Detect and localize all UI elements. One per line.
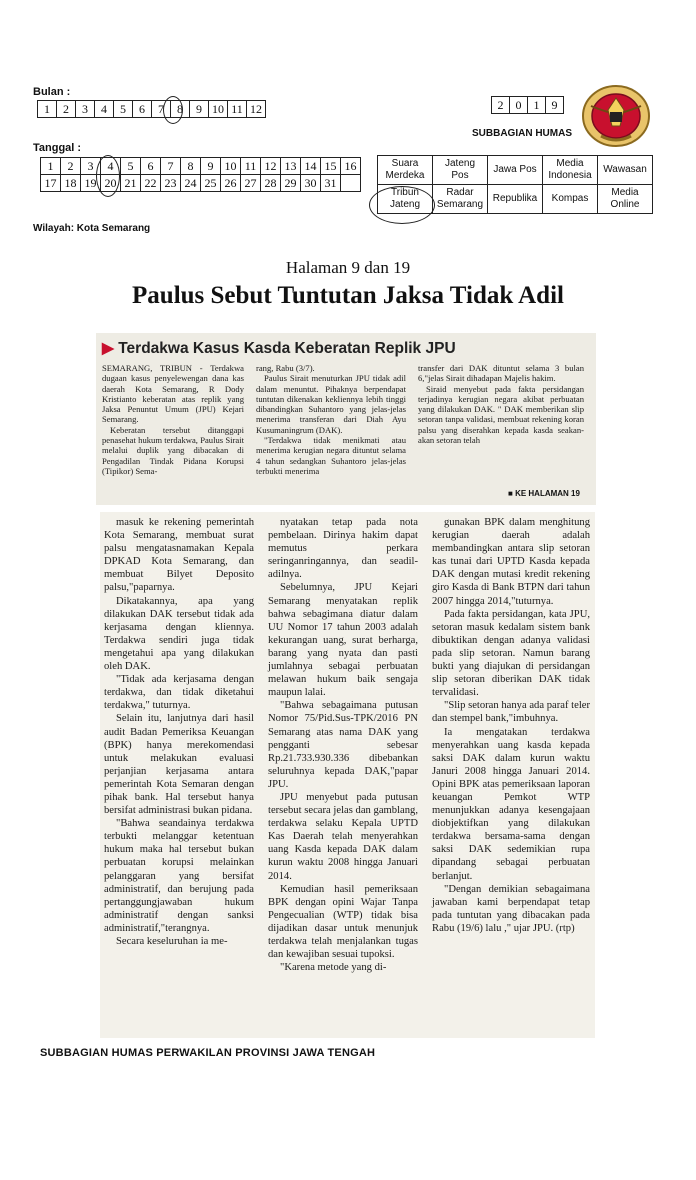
date-grid bbox=[40, 157, 361, 192]
month-cell: 9 bbox=[190, 101, 209, 118]
top-col1-text: SEMARANG, TRIBUN - Terdakwa dugaan kasus penyelewengan dana kas daerah Kota Semarang, R Dody Kristianto keberatan atas replik yang Jaksa Penuntut Umum (JPU) Kejari Semarang. bbox=[102, 363, 244, 425]
paragraph: "Slip setoran hanya ada paraf teler dan stempel bank,"imbuhnya. bbox=[432, 700, 590, 725]
year-digit: 9 bbox=[546, 97, 564, 114]
top-col3-text: transfer dari DAK dituntut selama 3 bulan 6,"jelas Sirait dihadapan Majelis hakim. bbox=[418, 363, 584, 384]
date-cell: 14 bbox=[301, 158, 321, 175]
wilayah-label: Wilayah: Kota Semarang bbox=[33, 223, 151, 234]
paragraph: "Tidak ada kerjasama dengan terdakwa, dan tidak diketahui terdakwa," tuturnya. bbox=[104, 674, 254, 712]
paragraph: Ia mengatakan terdakwa menyerahkan uang kasda kepada saksi DAK dalam kurun waktu Januri 2008 hingga Januari 2014. Opini BPK atas pemeriksaan laporan keuangan Pemkot WTP menunjukkan adanya kesengajaan diobjektifkan yang dilakukan terdakwa bersama-sama dengan saksi DAK sedemikian rupa dipandang sebagai perbuatan berlanjut. bbox=[432, 726, 590, 882]
year-digit: 0 bbox=[510, 97, 528, 114]
media-cell: Tribun Jateng bbox=[378, 185, 433, 214]
date-cell: 28 bbox=[261, 175, 281, 192]
tanggal-label: Tanggal : bbox=[33, 142, 82, 154]
media-cell: Jateng Pos bbox=[433, 156, 488, 185]
top-col2-text: rang, Rabu (3/7). bbox=[256, 363, 315, 373]
paragraph: Selain itu, lanjutnya dari hasil audit Badan Pemeriksa Keuangan (BPK) hanya merekomendasi untuk melakukan evaluasi perjanjian kerjasama antara pemerintah Kota Semaran dengan pihak bank. Hal tersebut hanya bersifat administrasi bukan pidana. bbox=[104, 713, 254, 817]
month-cell: 1 bbox=[38, 101, 57, 118]
body-column-2 bbox=[268, 516, 418, 974]
bulan-label: Bulan : bbox=[33, 86, 71, 98]
month-cell: 2 bbox=[57, 101, 76, 118]
media-cell: Media Indonesia bbox=[543, 156, 598, 185]
date-cell: 19 bbox=[81, 175, 101, 192]
media-cell: Wawasan bbox=[598, 156, 653, 185]
paragraph: JPU menyebut pada putusan tersebut secara jelas dan gamblang, terdakwa selaku Kepala UPTD Kas Daerah telah menyerahkan uang Kasda kepada DAK dalam kurun waktu 2008 hingga Januari 2014. bbox=[268, 791, 418, 882]
date-cell: 29 bbox=[281, 175, 301, 192]
month-cell: 12 bbox=[247, 101, 266, 118]
date-cell: 9 bbox=[201, 158, 221, 175]
media-cell: Republika bbox=[488, 185, 543, 214]
paragraph: "Bahwa seandainya terdakwa terbukti melanggar ketentuan hukum maka hal tersebut bukan perbuatan korupsi melainkan pelanggaran yang bersifat administratif, dan berujung pada pertanggungjawaban hukum administratif dengan sanksi administratif,"terangnya. bbox=[104, 818, 254, 934]
month-cell: 8 bbox=[171, 101, 190, 118]
paragraph: Kemudian hasil pemeriksaan BPK dengan opini Wajar Tanpa Pengecualian (WTP) tidak bisa dijadikan dasar untuk menunjuk terdakwa telah menjalankan tugas dan kewajiban sesuai tupoksi. bbox=[268, 883, 418, 961]
media-cell: Suara Merdeka bbox=[378, 156, 433, 185]
date-cell: 21 bbox=[121, 175, 141, 192]
triangle-icon: ▶ bbox=[102, 340, 114, 357]
date-cell: 31 bbox=[321, 175, 341, 192]
media-selection-circle bbox=[369, 186, 435, 224]
date-cell: 12 bbox=[261, 158, 281, 175]
month-cell: 3 bbox=[76, 101, 95, 118]
department-label: SUBBAGIAN HUMAS bbox=[472, 128, 572, 139]
date-cell: 22 bbox=[141, 175, 161, 192]
garuda-emblem bbox=[577, 80, 655, 150]
date-cell: 16 bbox=[341, 158, 361, 175]
date-cell: 11 bbox=[241, 158, 261, 175]
date-cell: 10 bbox=[221, 158, 241, 175]
month-cell: 10 bbox=[209, 101, 228, 118]
month-cell: 6 bbox=[133, 101, 152, 118]
date-selection-circle bbox=[96, 155, 120, 197]
date-cell: 15 bbox=[321, 158, 341, 175]
top-col2c-text: "Terdakwa tidak menikmati atau menerima kerugian negara dituntut selama 4 tahun sedangkan Suhantoro jelas-jelas terbukti menerima bbox=[256, 435, 406, 476]
top-col1b-text: Keberatan tersebut ditanggapi penasehat hukum terdakwa, Paulus Sirait melalui duplik yang dibacakan di Pengadilan Tindak Pidana Korupsi (Tipikor) Sema- bbox=[102, 424, 244, 476]
media-cell: Radar Semarang bbox=[433, 185, 488, 214]
date-cell: 27 bbox=[241, 175, 261, 192]
body-column-3 bbox=[432, 516, 590, 935]
media-cell: Jawa Pos bbox=[488, 156, 543, 185]
date-cell: 4 bbox=[101, 158, 121, 175]
date-cell: 17 bbox=[41, 175, 61, 192]
continued-marker: ■ KE HALAMAN 19 bbox=[508, 489, 580, 498]
footer-label: SUBBAGIAN HUMAS PERWAKILAN PROVINSI JAWA TENGAH bbox=[40, 1047, 376, 1059]
top-col2b-text: Paulus Sirait menuturkan JPU tidak adil dalam menuntut. Pihaknya berpendapat tuntutan dikenakan kekliennya lebih tinggi dibandingkan Suhantoro yang jelas-jelas menerima transferan dari Diah Ayu Kusumaningrum (DAK). bbox=[256, 373, 406, 435]
article-title: Paulus Sebut Tuntutan Jaksa Tidak Adil bbox=[132, 282, 564, 309]
date-cell: 20 bbox=[101, 175, 121, 192]
month-cell: 4 bbox=[95, 101, 114, 118]
date-cell: 25 bbox=[201, 175, 221, 192]
paragraph: nyatakan tetap pada nota pembelaan. Dirinya hakim dapat memutus perkara seringanringannya, dan seadil-adilnya. bbox=[268, 517, 418, 581]
date-cell: 23 bbox=[161, 175, 181, 192]
date-cell-empty bbox=[341, 175, 361, 192]
month-cell: 7 bbox=[152, 101, 171, 118]
year-digit: 1 bbox=[528, 97, 546, 114]
page-reference: Halaman 9 dan 19 bbox=[285, 258, 411, 277]
body-column-1 bbox=[104, 516, 254, 948]
date-cell: 7 bbox=[161, 158, 181, 175]
year-box bbox=[491, 96, 564, 114]
continued-text: KE HALAMAN 19 bbox=[515, 489, 580, 498]
date-cell: 1 bbox=[41, 158, 61, 175]
date-cell: 13 bbox=[281, 158, 301, 175]
kicker-headline bbox=[102, 339, 572, 358]
month-selection-circle bbox=[163, 96, 183, 124]
date-cell: 24 bbox=[181, 175, 201, 192]
paragraph: "Karena metode yang di- bbox=[280, 962, 387, 974]
paragraph: masuk ke rekening pemerintah Kota Semarang, membuat surat palsu mengatasnamakan Kepala DPKAD Kota Semarang, dan membuat Bilyet Deposito palsu,"paparnya. bbox=[104, 517, 254, 594]
date-cell: 5 bbox=[121, 158, 141, 175]
month-grid bbox=[37, 100, 266, 118]
paragraph: Sebelumnya, JPU Kejari Semarang menyatakan replik bahwa sebagimana diatur dalam UU Nomor 17 tahun 2003 adalah kekurangan uang, surat berharga, barang yang nyata dan pasti jumlahnya sebagai perbuatan melawan hukum baik sengaja maupun lalai. bbox=[268, 582, 418, 699]
media-cell: Kompas bbox=[543, 185, 598, 214]
month-cell: 5 bbox=[114, 101, 133, 118]
date-cell: 18 bbox=[61, 175, 81, 192]
date-cell: 6 bbox=[141, 158, 161, 175]
year-digit: 2 bbox=[492, 97, 510, 114]
media-cell: Media Online bbox=[598, 185, 653, 214]
date-cell: 30 bbox=[301, 175, 321, 192]
date-cell: 3 bbox=[81, 158, 101, 175]
paragraph: Dikatakannya, apa yang dilakukan DAK tersebut tidak ada kerjasama dengan kliennya. Terdakwa sendiri juga tidak mengetahui apa yang dilakukan oleh DAK. bbox=[104, 595, 254, 673]
kicker-text: Terdakwa Kasus Kasda Keberatan Replik JPU bbox=[118, 340, 456, 357]
continuation-clipping bbox=[100, 512, 595, 1038]
date-cell: 2 bbox=[61, 158, 81, 175]
paragraph: "Bahwa sebagaimana putusan Nomor 75/Pid.Sus-TPK/2016 PN Semarang atas nama DAK yang pengganti sebesar Rp.21.733.930.336 dibebankan seluruhnya kepada DAK,"papar JPU. bbox=[268, 700, 418, 790]
top-col3b-text: Siraid menyebut pada fakta persidangan terjadinya kerugian negara akibat perbuatan yang dilakukan DAK. " DAK memberikan slip setoran tanpa validasi, membuat rekening koran palsu yang diserahkan kepada kasda seakan-akan setoran telah bbox=[418, 383, 584, 446]
date-cell: 8 bbox=[181, 158, 201, 175]
paragraph: Pada fakta persidangan, kata JPU, setoran masuk kedalam sistem bank dibuktikan dengan adanya validasi pada slip setoran. Namun barang bukti yang diajukan di persidangan slip setoran diberikan DAK tidak tervalidasi. bbox=[432, 608, 590, 699]
paragraph: "Dengan demikian sebagaimana jawaban kami berpendapat tetap pada tuntutan yang dibacakan pada Rabu (19/6) lalu ," ujar JPU. (rtp) bbox=[432, 883, 590, 934]
date-cell: 26 bbox=[221, 175, 241, 192]
front-page-clipping bbox=[96, 333, 596, 505]
paragraph: Secara keseluruhan ia me- bbox=[116, 936, 228, 947]
month-cell: 11 bbox=[228, 101, 247, 118]
paragraph: gunakan BPK dalam menghitung kerugian daerah adalah membandingkan antara slip setoran kas tunai dari UPTD Kasda kepada DAK dengan mutasi kredit rekening giro Kasda di Bank BTPN dari tahun 2007 hingga 2014,"tuturnya. bbox=[432, 517, 590, 607]
